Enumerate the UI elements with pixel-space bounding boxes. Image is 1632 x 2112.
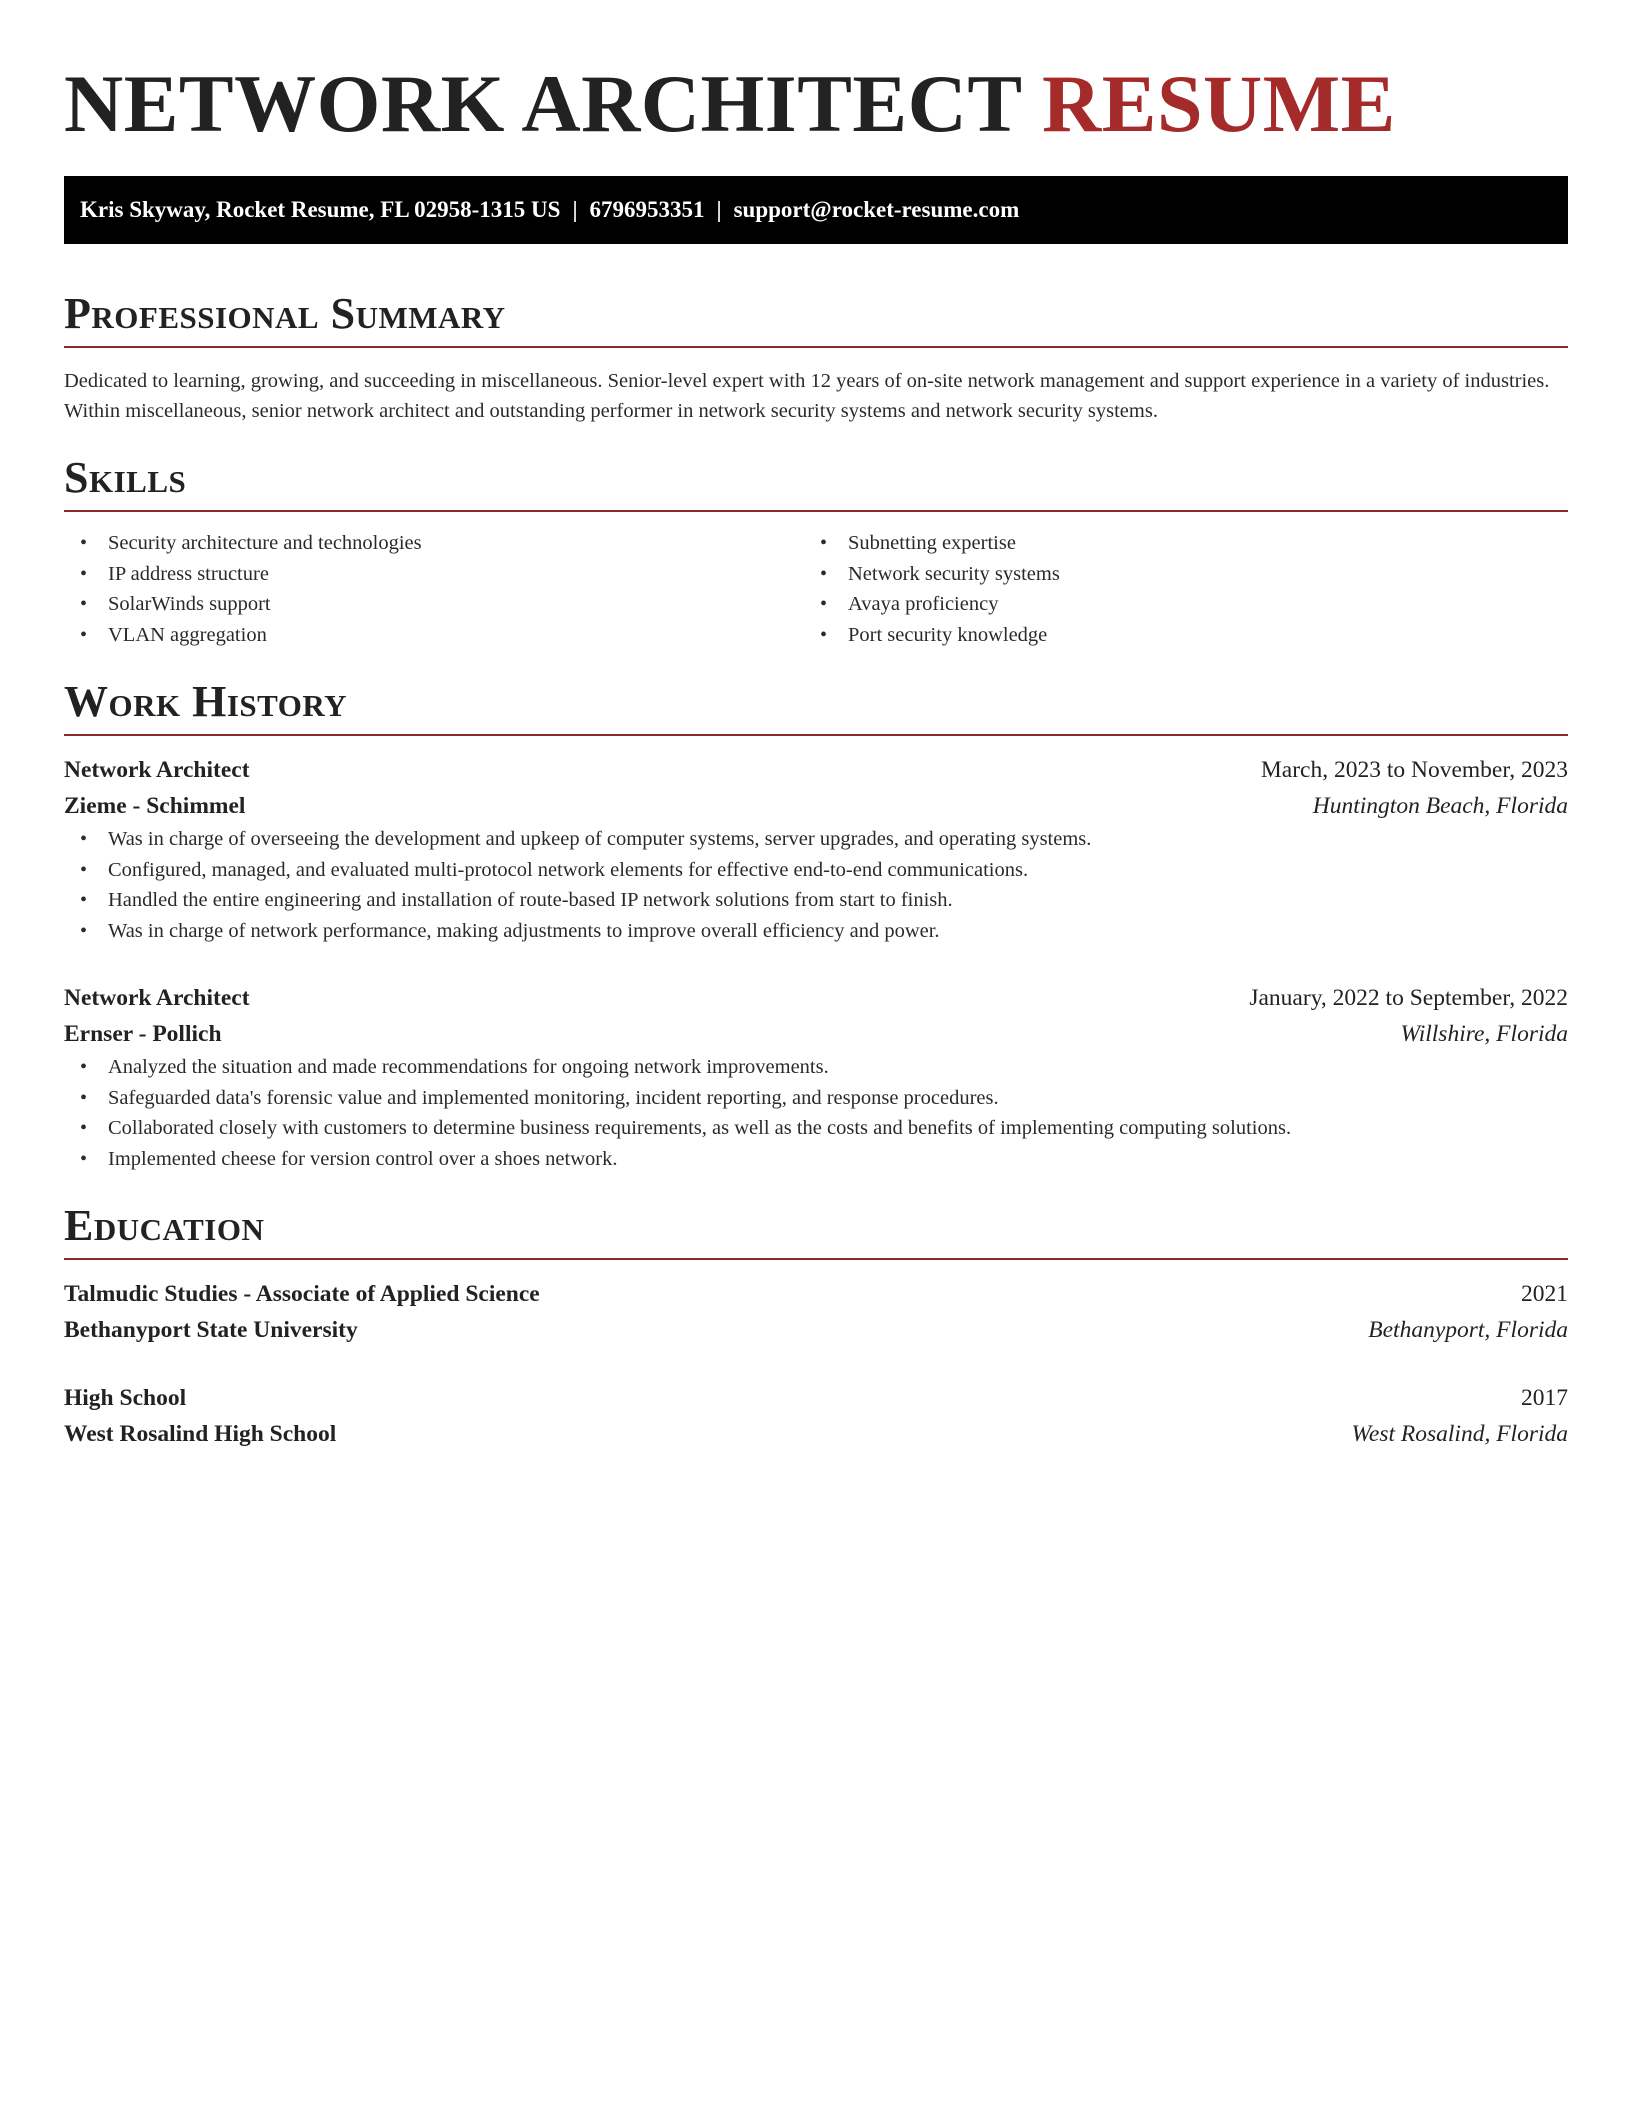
summary-heading: Professional Summary [64, 289, 506, 338]
skills-list-right [804, 528, 1544, 650]
skills-section [64, 452, 1568, 650]
job-duty-item: • Collaborated closely with customers to determine business requirements, as well as the costs and benefits of implementing computing solutions. [64, 1113, 1568, 1144]
skills-list-left [64, 528, 804, 650]
education-degree: Talmudic Studies - Associate of Applied Science [64, 1281, 540, 1307]
education-school: Bethanyport State University [64, 1317, 358, 1343]
job-title: Network Architect [64, 985, 250, 1011]
education-year: 2017 [1521, 1385, 1568, 1411]
job-duties [64, 824, 1568, 946]
education-entry [64, 1276, 1568, 1348]
job-location: Huntington Beach, Florida [1312, 793, 1568, 819]
skill-item: • Security architecture and technologies [64, 528, 804, 559]
section-divider [64, 734, 1568, 736]
work-heading: Work History [64, 677, 348, 726]
education-entry [64, 1380, 1568, 1452]
job-duty-item: • Configured, managed, and evaluated multi-protocol network elements for effective end-to-end communications. [64, 855, 1568, 886]
title-main: NETWORK ARCHITECT [64, 58, 1022, 149]
skills-grid [64, 528, 1568, 650]
job-company-row [64, 1016, 1568, 1052]
education-year: 2021 [1521, 1281, 1568, 1307]
skill-item: • VLAN aggregation [64, 620, 804, 651]
job-duty-item: • Analyzed the situation and made recommendations for ongoing network improvements. [64, 1052, 1568, 1083]
section-divider [64, 510, 1568, 512]
skill-item: • Network security systems [804, 559, 1544, 590]
education-school: West Rosalind High School [64, 1421, 337, 1447]
job-location: Willshire, Florida [1400, 1021, 1568, 1047]
contact-separator: | [716, 197, 722, 222]
education-location: West Rosalind, Florida [1351, 1421, 1568, 1447]
job-header-row [64, 752, 1568, 788]
contact-address: Kris Skyway, Rocket Resume, FL 02958-1315 US [80, 197, 561, 222]
education-school-row [64, 1416, 1568, 1452]
education-location: Bethanyport, Florida [1368, 1317, 1568, 1343]
job-company: Zieme - Schimmel [64, 793, 246, 819]
contact-separator: | [572, 197, 578, 222]
contact-bar [64, 176, 1568, 244]
education-section [64, 1200, 1568, 1452]
job-dates: March, 2023 to November, 2023 [1260, 757, 1568, 783]
job-header-row [64, 980, 1568, 1016]
job-duty-item: • Was in charge of network performance, making adjustments to improve overall efficiency and power. [64, 916, 1568, 947]
summary-text: Dedicated to learning, growing, and succeeding in miscellaneous. Senior-level expert with 12 years of on-site network management and support experience in a variety of industries. Within miscellaneous, senior network architect and outstanding performer in network security systems and network security systems. [64, 370, 1550, 422]
education-heading: Education [64, 1201, 265, 1250]
education-school-row [64, 1312, 1568, 1348]
contact-email: support@rocket-resume.com [733, 197, 1020, 222]
work-section [64, 676, 1568, 1174]
section-divider [64, 346, 1568, 348]
skill-item: • SolarWinds support [64, 589, 804, 620]
skill-item: • Avaya proficiency [804, 589, 1544, 620]
summary-section [64, 288, 1568, 426]
education-header-row [64, 1276, 1568, 1312]
job-dates: January, 2022 to September, 2022 [1249, 985, 1568, 1011]
skill-item: • IP address structure [64, 559, 804, 590]
job-duty-item: • Implemented cheese for version control over a shoes network. [64, 1144, 1568, 1175]
skill-item: • Subnetting expertise [804, 528, 1544, 559]
education-degree: High School [64, 1385, 187, 1411]
education-header-row [64, 1380, 1568, 1416]
job-company-row [64, 788, 1568, 824]
skills-heading: Skills [64, 453, 187, 502]
resume-title [64, 0, 1568, 152]
skill-item: • Port security knowledge [804, 620, 1544, 651]
job-company: Ernser - Pollich [64, 1021, 222, 1047]
job-duty-item: • Safeguarded data's forensic value and implemented monitoring, incident reporting, and response procedures. [64, 1083, 1568, 1114]
job-duties [64, 1052, 1568, 1174]
job-duty-item: • Was in charge of overseeing the development and upkeep of computer systems, server upgrades, and operating systems. [64, 824, 1568, 855]
job-title: Network Architect [64, 757, 250, 783]
section-divider [64, 1258, 1568, 1260]
contact-phone: 6796953351 [589, 197, 705, 222]
job-entry [64, 752, 1568, 946]
resume-page [64, 0, 1568, 1452]
job-duty-item: • Handled the entire engineering and installation of route-based IP network solutions from start to finish. [64, 885, 1568, 916]
job-entry [64, 980, 1568, 1174]
title-accent: RESUME [1042, 58, 1396, 149]
